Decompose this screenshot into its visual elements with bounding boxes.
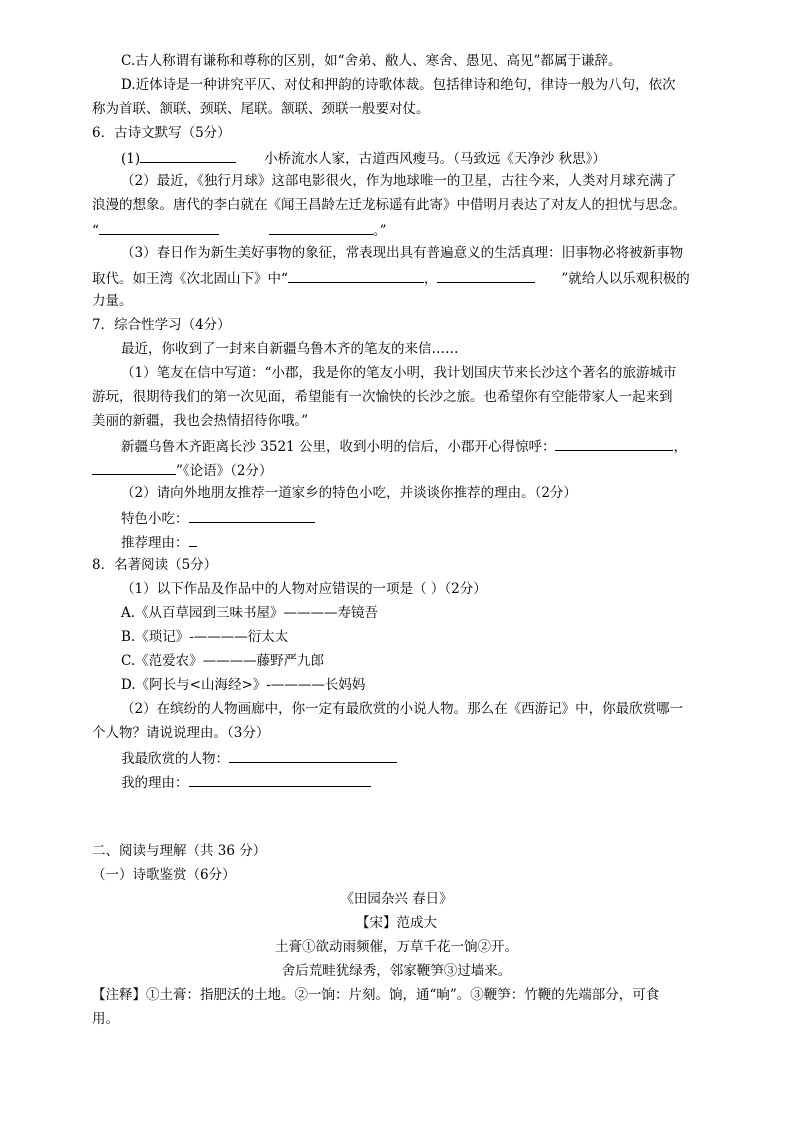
q6-close-quote: 。” bbox=[372, 223, 387, 239]
q6-item3-text-a: 取代。如王湾《次北固山下》中“ bbox=[92, 271, 288, 287]
q8-why-row bbox=[121, 772, 371, 792]
q6-item2-line3 bbox=[92, 220, 387, 240]
q8-fav-label: 我最欣赏的人物： bbox=[121, 751, 229, 767]
q7-intro: 最近，你收到了一封来自新疆乌鲁木齐的笔友的来信…… bbox=[121, 341, 459, 357]
q7-item1-line5 bbox=[92, 460, 273, 480]
q7-item1-line3: 美丽的新疆，我也会热情招待你哦。” bbox=[92, 413, 309, 429]
q6-item3-line2 bbox=[92, 268, 690, 288]
q8-item1: （1）以下作品及作品中的人物对应错误的一项是（ ）（2分） bbox=[121, 581, 487, 597]
q6-item2-line2: 浪漫的想象。唐代的李白就在《闻王昌龄左迁龙标遥有此寄》中借明月表达了对友人的担忧与思念。 bbox=[92, 197, 686, 213]
q8-why-blank[interactable] bbox=[189, 772, 371, 787]
poem-notes-line2: 用。 bbox=[92, 1011, 119, 1027]
q7-item1-line4 bbox=[121, 436, 687, 456]
q8-item2-line1: （2）在缤纷的人物画廊中，你一定有最欣赏的小说人物。那么在《西游记》中，你最欣赏哪一 bbox=[121, 701, 684, 717]
q8-option-d: D.《阿长与<山海经>》-————长妈妈 bbox=[121, 677, 366, 693]
poem-author: 【宋】范成大 bbox=[356, 915, 437, 931]
q6-blank-3[interactable] bbox=[269, 220, 373, 235]
q6-blank-5[interactable] bbox=[437, 268, 535, 283]
q6-blank-2[interactable] bbox=[99, 220, 219, 235]
q7-item1-line1: （1）笔友在信中写道：“小郡，我是你的笔友小明，我计划国庆节来长沙这个著名的旅游城市 bbox=[121, 365, 677, 381]
q6-item3-comma: ， bbox=[423, 271, 438, 287]
q8-option-b: B.《琐记》-————衍太太 bbox=[121, 629, 289, 645]
q7-item1-comma: ， bbox=[673, 439, 687, 455]
q7-item2: （2）请向外地朋友推荐一道家乡的特色小吃，并谈谈你推荐的理由。（2分） bbox=[121, 485, 577, 501]
q8-why-label: 我的理由： bbox=[121, 775, 189, 791]
q7-snack-row bbox=[121, 508, 315, 528]
q6-item2-line1: （2）最近，《独行月球》这部电影很火，作为地球唯一的卫星，古往今来，人类对月球充满了 bbox=[121, 173, 677, 189]
q6-blank-1[interactable] bbox=[140, 148, 236, 163]
q6-item3-line1: （3）春日作为新生美好事物的象征，常表现出具有普遍意义的生活真理：旧事物必将被新事物 bbox=[121, 245, 684, 261]
q8-fav-row bbox=[121, 748, 397, 768]
poem-line-1: 土膏①欲动雨频催，万草千花一饷②开。 bbox=[275, 939, 518, 955]
q7-blank-1[interactable] bbox=[555, 436, 673, 451]
q7-snack-label: 特色小吃： bbox=[121, 511, 189, 527]
section2-title: 二、阅读与理解（共 36 分） bbox=[92, 843, 267, 859]
q6-item3-text-c: ”就给人以乐观积极的 bbox=[561, 271, 690, 287]
q7-blank-2[interactable] bbox=[92, 460, 176, 475]
section2-sub1: （一）诗歌鉴赏（6分） bbox=[92, 867, 236, 883]
q7-reason-row bbox=[121, 532, 197, 552]
q6-title: 6．古诗文默写（5分） bbox=[92, 125, 231, 141]
q6-open-quote: “ bbox=[92, 223, 99, 239]
q5-option-d-line2: 称为首联、颔联、颈联、尾联。颔联、颈联一般要对仗。 bbox=[92, 101, 430, 117]
q7-reason-label: 推荐理由： bbox=[121, 535, 189, 551]
q6-item1-prefix: (1) bbox=[121, 151, 141, 167]
poem-notes-line1: 【注释】①土膏：指肥沃的土地。②一饷：片刻。饷，通“晌”。③鞭笋：竹鞭的先端部分，可食 bbox=[92, 987, 660, 1003]
q5-option-c: C.古人称谓有谦称和尊称的区别，如“舍弟、敝人、寒舍、愚见、高见”都属于谦辞。 bbox=[121, 53, 622, 69]
q7-item1-line2: 游玩，很期待我们的第一次见面，希望能有一次愉快的长沙之旅。也希望你有空能带家人一起来到 bbox=[92, 389, 673, 405]
q7-reason-blank[interactable] bbox=[189, 532, 197, 547]
q7-snack-blank[interactable] bbox=[189, 508, 315, 523]
q8-title: 8．名著阅读（5分） bbox=[92, 557, 218, 573]
q6-item1 bbox=[121, 148, 606, 168]
q7-item1-text: 新疆乌鲁木齐距离长沙 3521 公里，收到小明的信后，小郡开心得惊呼： bbox=[121, 439, 556, 455]
q5-option-d-line1: D.近体诗是一种讲究平仄、对仗和押韵的诗歌体裁。包括律诗和绝句，律诗一般为八句，依次 bbox=[121, 77, 676, 93]
q6-blank-4[interactable] bbox=[288, 268, 424, 283]
poem-title: 《田园杂兴 春日》 bbox=[340, 891, 453, 907]
q8-option-a: A.《从百草园到三味书屋》————寿镜吾 bbox=[121, 605, 379, 621]
q8-fav-blank[interactable] bbox=[229, 748, 397, 763]
q8-item2-line2: 个人物？请说说理由。（3分） bbox=[92, 725, 270, 741]
q6-item1-text: 小桥流水人家，古道西风瘦马。（马致远《天净沙 秋思》） bbox=[264, 151, 606, 167]
q7-item1-source: ”《论语》（2分） bbox=[176, 463, 273, 479]
q6-item3-line3: 力量。 bbox=[92, 293, 133, 309]
q8-option-c: C.《范爱农》————藤野严九郎 bbox=[121, 653, 325, 669]
poem-line-2: 舍后荒畦犹绿秀，邻家鞭笋③过墙来。 bbox=[281, 963, 512, 979]
q7-title: 7．综合性学习（4分） bbox=[92, 317, 231, 333]
